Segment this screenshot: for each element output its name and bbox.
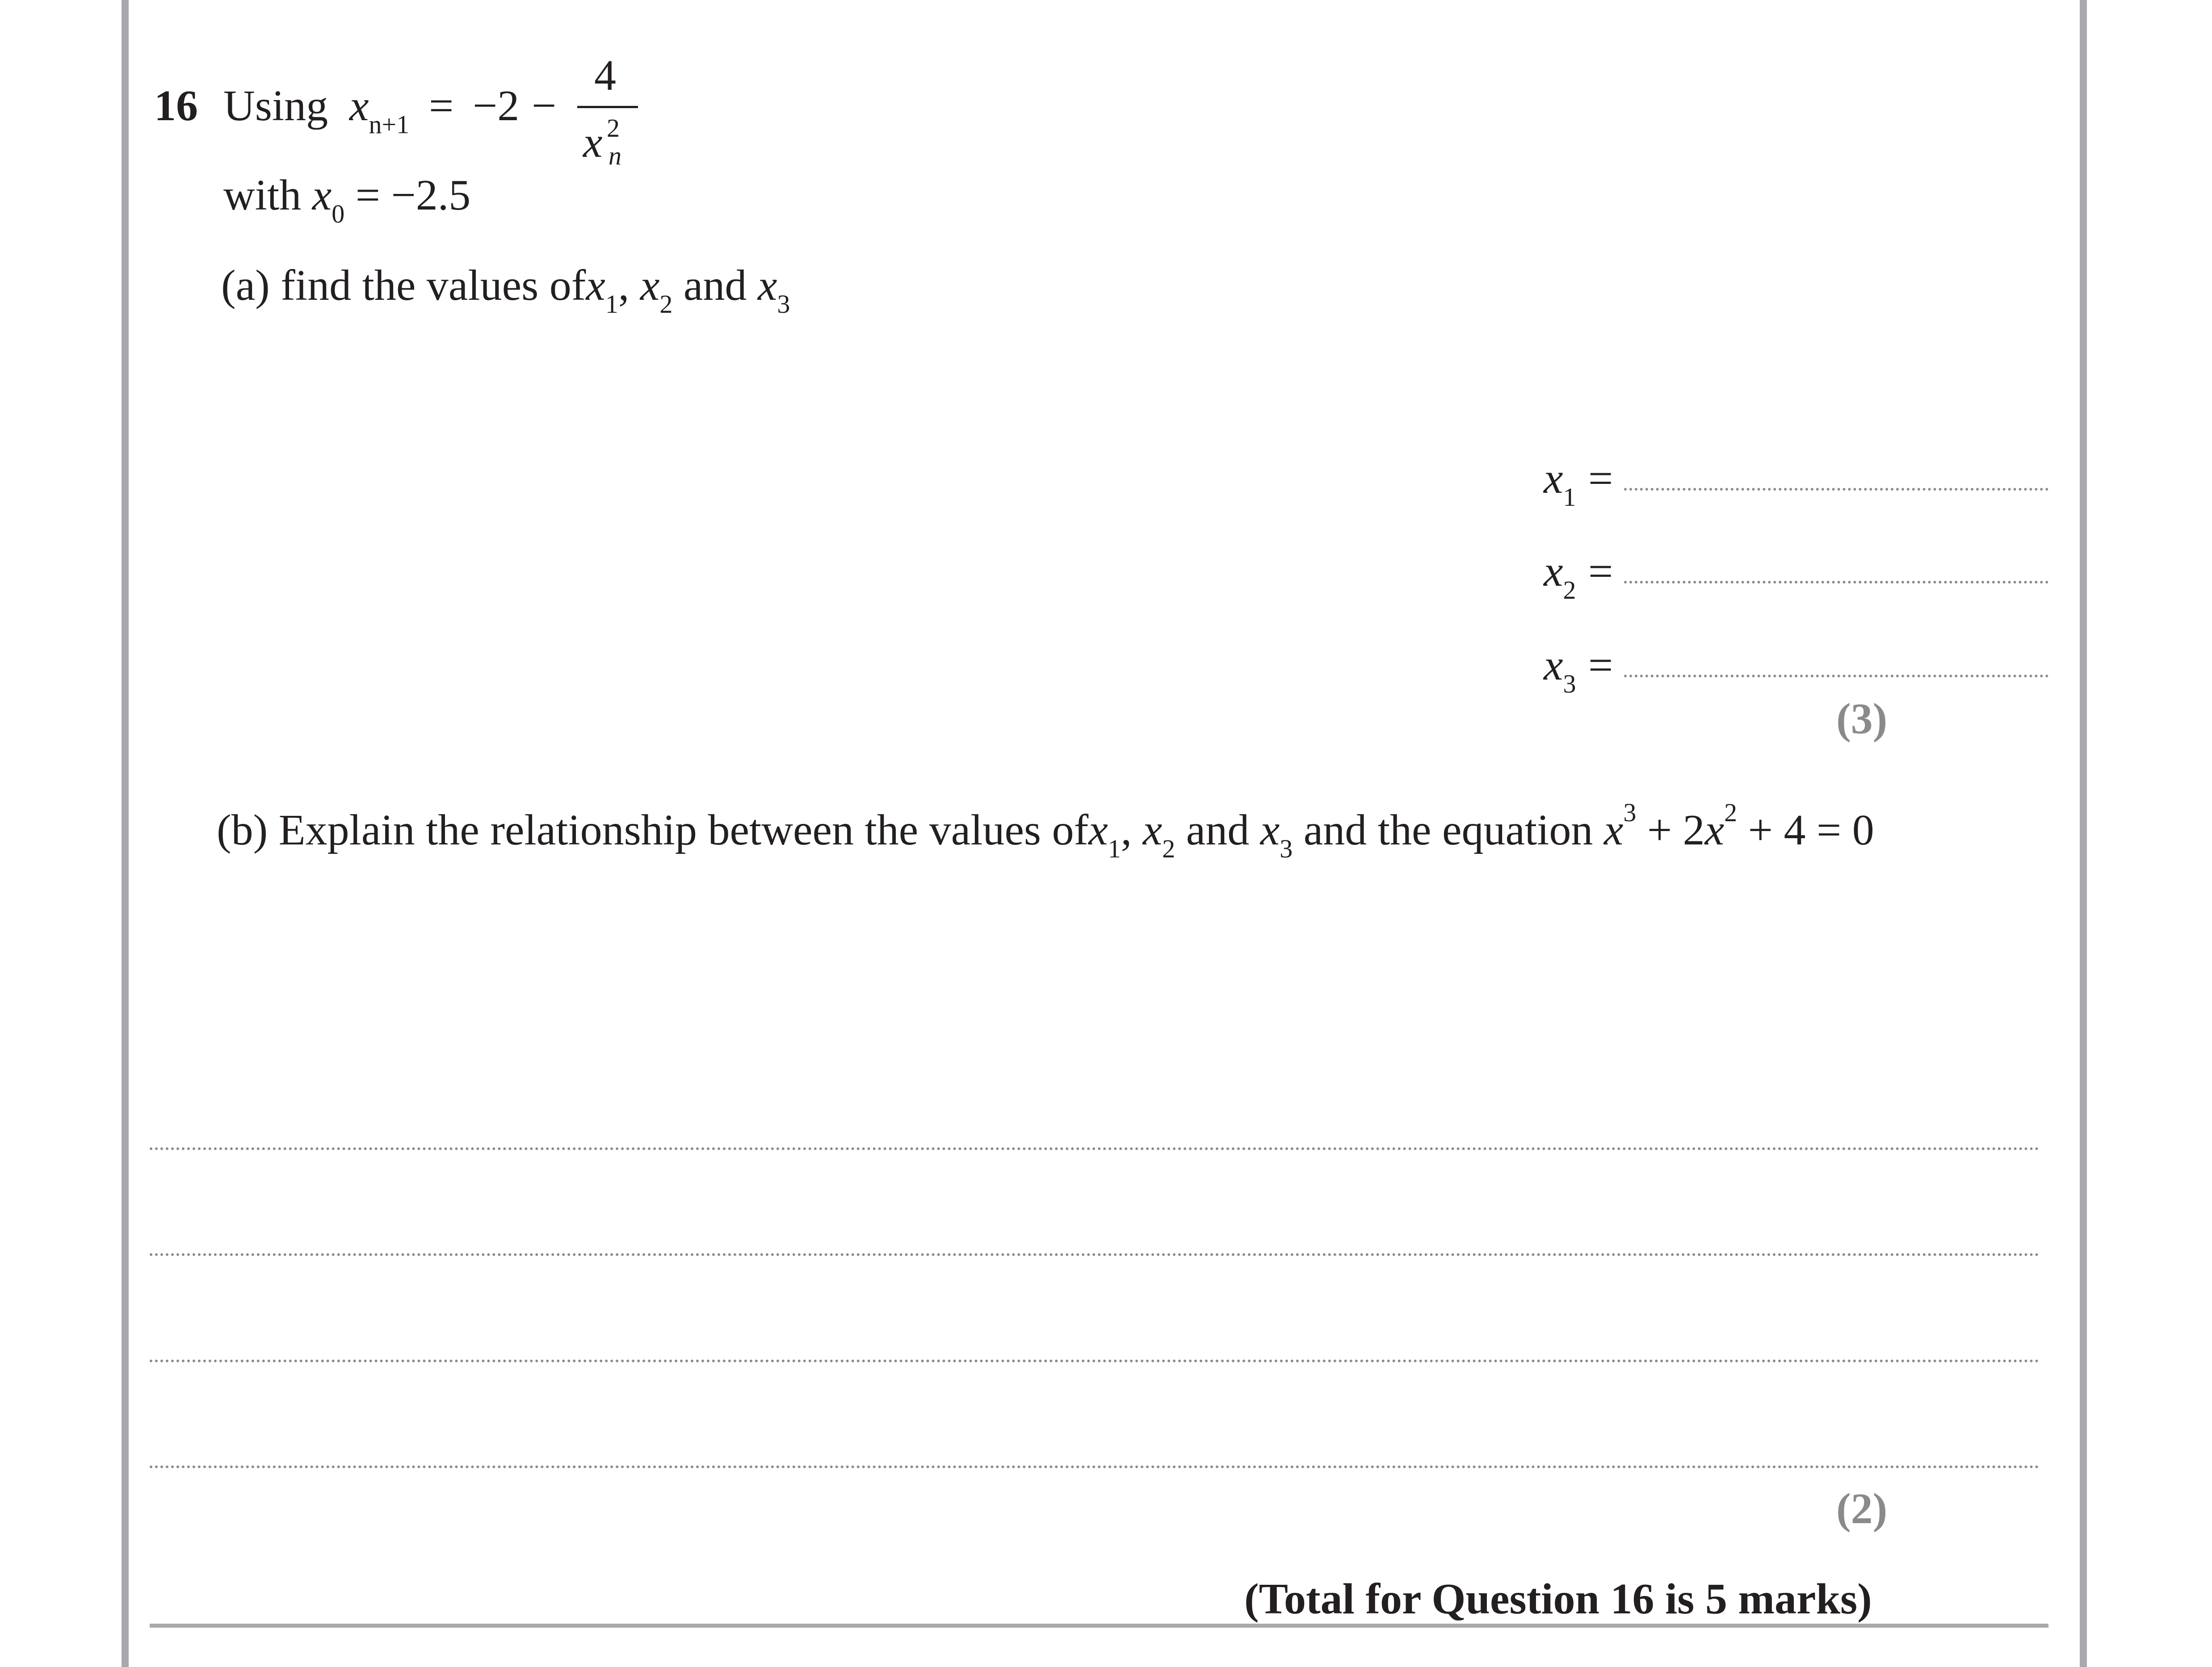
part-b-var1: x	[1088, 806, 1108, 855]
answer-sub: 2	[1563, 575, 1576, 605]
part-a-sub2: 2	[659, 290, 673, 319]
part-a-marks: (3)	[1836, 695, 1888, 743]
formula-minus: −	[532, 82, 557, 130]
part-a-prompt	[221, 261, 790, 319]
formula-numerator: 4	[594, 51, 616, 100]
part-b-and: and	[1186, 806, 1250, 855]
answer-line-x2[interactable]	[1624, 581, 2048, 584]
part-a-comma: ,	[618, 261, 630, 310]
answer-sub: 1	[1563, 483, 1576, 512]
answer-line-x1[interactable]	[1624, 488, 2048, 491]
part-b-sub1: 1	[1108, 834, 1121, 864]
writing-line[interactable]	[150, 1147, 2040, 1150]
equation-mid: + 2	[1647, 806, 1705, 855]
answer-sub: 3	[1563, 669, 1576, 698]
fraction-bar	[577, 106, 638, 108]
part-a-label: (a)	[221, 261, 270, 310]
part-b-marks: (2)	[1836, 1485, 1888, 1533]
equation-x: x	[1603, 806, 1624, 855]
part-a-var1: x	[586, 261, 605, 310]
formula-equals: =	[429, 82, 454, 130]
answer-equals-x1: =	[1588, 454, 1613, 503]
initial-condition	[223, 173, 470, 227]
part-b-comma: ,	[1121, 806, 1132, 855]
question-total: (Total for Question 16 is 5 marks)	[1244, 1575, 1872, 1623]
equation-x2: x	[1704, 806, 1725, 855]
formula-lhs	[349, 84, 409, 138]
answer-var: x	[1544, 547, 1563, 596]
answer-label-x3	[1544, 643, 1576, 697]
answer-equals-x3: =	[1588, 641, 1613, 689]
part-b-sub3: 3	[1280, 834, 1293, 864]
formula-denominator-var: x	[583, 118, 603, 167]
part-a-text: find the values of	[281, 261, 586, 310]
answer-label-x2	[1544, 547, 1576, 605]
part-a-sub1: 1	[605, 290, 618, 319]
equation-sup3: 3	[1623, 798, 1637, 827]
part-b-text: Explain the relationship between the values of	[278, 806, 1089, 855]
using-label: Using	[223, 82, 328, 130]
initial-sub: 0	[332, 199, 345, 228]
initial-rhs: = −2.5	[355, 171, 471, 219]
writing-line[interactable]	[150, 1360, 2040, 1362]
part-b-prompt	[217, 800, 1874, 862]
part-a-var2: x	[640, 261, 660, 310]
part-b-label: (b)	[217, 806, 268, 855]
formula-lhs-sub: n+1	[369, 110, 410, 139]
equation-end: + 4 = 0	[1748, 806, 1874, 855]
answer-line-x3[interactable]	[1624, 675, 2048, 677]
answer-equals-x2: =	[1588, 547, 1613, 596]
answer-var: x	[1544, 641, 1563, 689]
writing-line[interactable]	[150, 1253, 2040, 1256]
part-b-var3: x	[1260, 806, 1280, 855]
with-label: with	[223, 171, 302, 219]
formula-constant: −2	[473, 82, 520, 130]
part-b-sub2: 2	[1162, 834, 1175, 864]
equation-sup2: 2	[1724, 798, 1738, 827]
part-a-and: and	[683, 261, 747, 310]
page-border-right	[2080, 0, 2087, 1667]
bottom-rule	[150, 1624, 2048, 1628]
writing-line[interactable]	[150, 1465, 2040, 1468]
initial-var: x	[312, 171, 332, 219]
part-a-var3: x	[757, 261, 777, 310]
formula-denominator-sub: n	[609, 141, 621, 170]
answer-label-x1	[1544, 454, 1576, 512]
page-border-left	[122, 0, 129, 1667]
part-b-and-equation: and the equation	[1303, 806, 1593, 855]
formula-denominator-sup: 2	[607, 113, 620, 143]
part-b-var2: x	[1142, 806, 1163, 855]
question-number: 16	[154, 82, 198, 130]
answer-var: x	[1544, 454, 1563, 503]
part-a-sub3: 3	[777, 290, 790, 319]
formula-lhs-var: x	[349, 82, 369, 130]
